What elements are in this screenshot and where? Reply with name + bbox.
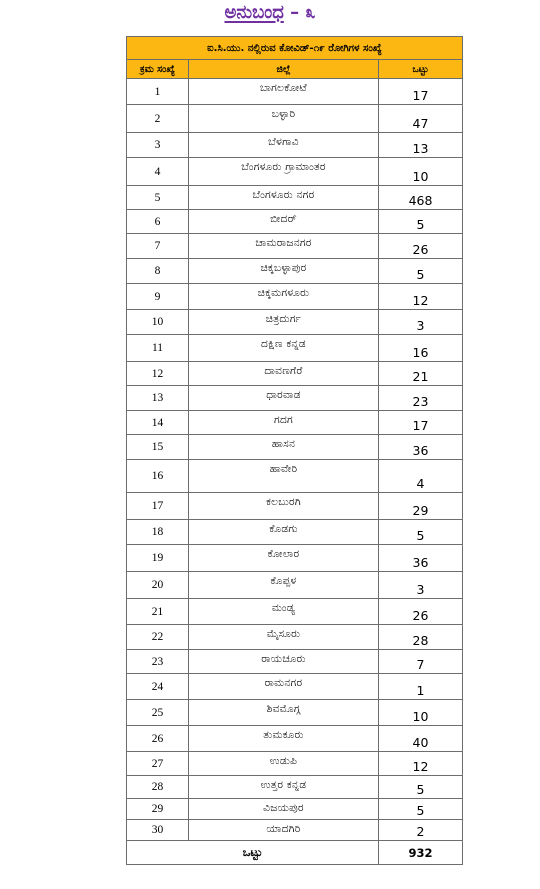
count-cell: 26 [379, 599, 463, 625]
total-row [127, 841, 463, 865]
district-cell: ಹಾಸನ [189, 435, 379, 460]
count-cell: 2 [379, 820, 463, 841]
table-header-row [127, 60, 463, 79]
title-number: ೩ [305, 2, 316, 23]
district-cell: ದಾವಣಗೆರೆ [189, 362, 379, 386]
serial-cell: 26 [127, 726, 189, 752]
count-cell: 1 [379, 674, 463, 700]
count-cell: 5 [379, 776, 463, 799]
serial-cell: 17 [127, 493, 189, 520]
serial-cell: 7 [127, 234, 189, 259]
table-caption: ಐ.ಸಿ.ಯು. ನಲ್ಲಿರುವ ಕೋವಿಡ್-೧೯ ರೋಗಿಗಳ ಸಂಖ್ಯೆ [127, 37, 463, 60]
table-row [127, 650, 463, 674]
serial-cell: 8 [127, 259, 189, 284]
count-cell: 40 [379, 726, 463, 752]
district-cell: ಚಿಕ್ಕಮಗಳೂರು [189, 284, 379, 310]
serial-cell: 18 [127, 520, 189, 545]
serial-cell: 4 [127, 158, 189, 186]
title-separator: – [290, 2, 300, 23]
district-cell: ದಕ್ಷಿಣ ಕನ್ನಡ [189, 335, 379, 362]
count-cell: 16 [379, 335, 463, 362]
district-cell: ಚಿತ್ರದುರ್ಗ [189, 310, 379, 335]
serial-cell: 13 [127, 386, 189, 411]
count-cell: 4 [379, 460, 463, 493]
district-cell: ಬೆಂಗಳೂರು ಗ್ರಾಮಾಂತರ [189, 158, 379, 186]
table-row [127, 572, 463, 599]
table-row [127, 776, 463, 799]
count-cell: 23 [379, 386, 463, 411]
header-total: ಒಟ್ಟು [379, 60, 463, 79]
district-cell: ಶಿವಮೊಗ್ಗ [189, 700, 379, 726]
count-cell: 36 [379, 435, 463, 460]
serial-cell: 6 [127, 210, 189, 234]
icu-patients-table [126, 36, 463, 865]
count-cell: 7 [379, 650, 463, 674]
serial-cell: 27 [127, 752, 189, 776]
serial-cell: 15 [127, 435, 189, 460]
annexure-title [0, 2, 540, 23]
count-cell: 10 [379, 700, 463, 726]
district-cell: ಬೆಂಗಳೂರು ನಗರ [189, 186, 379, 210]
table-row [127, 545, 463, 572]
serial-cell: 23 [127, 650, 189, 674]
serial-cell: 28 [127, 776, 189, 799]
table-row [127, 435, 463, 460]
count-cell: 468 [379, 186, 463, 210]
total-label: ಒಟ್ಟು [127, 841, 379, 865]
table-row [127, 726, 463, 752]
table-row [127, 599, 463, 625]
count-cell: 5 [379, 799, 463, 820]
table-row [127, 310, 463, 335]
serial-cell: 14 [127, 411, 189, 435]
table-row [127, 158, 463, 186]
header-district: ಜಿಲ್ಲೆ [189, 60, 379, 79]
district-cell: ರಾಯಚೂರು [189, 650, 379, 674]
table-row [127, 625, 463, 650]
table-row [127, 210, 463, 234]
district-cell: ಉಡುಪಿ [189, 752, 379, 776]
district-cell: ತುಮಕೂರು [189, 726, 379, 752]
table-row [127, 674, 463, 700]
district-cell: ಮೈಸೂರು [189, 625, 379, 650]
district-cell: ಕಲಬುರಗಿ [189, 493, 379, 520]
serial-cell: 20 [127, 572, 189, 599]
table-row [127, 799, 463, 820]
count-cell: 13 [379, 133, 463, 158]
count-cell: 12 [379, 284, 463, 310]
district-cell: ಚಾಮರಾಜನಗರ [189, 234, 379, 259]
serial-cell: 11 [127, 335, 189, 362]
count-cell: 17 [379, 411, 463, 435]
count-cell: 28 [379, 625, 463, 650]
table-row [127, 386, 463, 411]
district-cell: ಕೊಪ್ಪಳ [189, 572, 379, 599]
serial-cell: 21 [127, 599, 189, 625]
serial-cell: 2 [127, 105, 189, 133]
district-cell: ಬೀದರ್ [189, 210, 379, 234]
table-row [127, 820, 463, 841]
serial-cell: 24 [127, 674, 189, 700]
table-row [127, 259, 463, 284]
table-row [127, 133, 463, 158]
header-serial: ಕ್ರಮ ಸಂಖ್ಯೆ [127, 60, 189, 79]
table-row [127, 105, 463, 133]
district-cell: ಹಾವೇರಿ [189, 460, 379, 493]
count-cell: 21 [379, 362, 463, 386]
serial-cell: 25 [127, 700, 189, 726]
count-cell: 47 [379, 105, 463, 133]
count-cell: 5 [379, 520, 463, 545]
table-row [127, 460, 463, 493]
table-caption-row [127, 37, 463, 60]
serial-cell: 3 [127, 133, 189, 158]
district-cell: ಕೊಡಗು [189, 520, 379, 545]
district-cell: ಬಾಗಲಕೋಟೆ [189, 79, 379, 105]
serial-cell: 29 [127, 799, 189, 820]
table-row [127, 362, 463, 386]
table-row [127, 186, 463, 210]
table-row [127, 335, 463, 362]
count-cell: 29 [379, 493, 463, 520]
count-cell: 5 [379, 259, 463, 284]
table-row [127, 79, 463, 105]
district-cell: ಕೋಲಾರ [189, 545, 379, 572]
district-cell: ರಾಮನಗರ [189, 674, 379, 700]
table-row [127, 411, 463, 435]
district-cell: ಉತ್ತರ ಕನ್ನಡ [189, 776, 379, 799]
district-cell: ಗದಗ [189, 411, 379, 435]
count-cell: 12 [379, 752, 463, 776]
district-cell: ಬಳ್ಳಾರಿ [189, 105, 379, 133]
serial-cell: 9 [127, 284, 189, 310]
district-cell: ಯಾದಗಿರಿ [189, 820, 379, 841]
district-cell: ಚಿಕ್ಕಬಳ್ಳಾಪುರ [189, 259, 379, 284]
table-row [127, 493, 463, 520]
serial-cell: 1 [127, 79, 189, 105]
serial-cell: 22 [127, 625, 189, 650]
count-cell: 10 [379, 158, 463, 186]
total-value: 932 [379, 841, 463, 865]
table-row [127, 700, 463, 726]
table-row [127, 752, 463, 776]
district-cell: ವಿಜಯಪುರ [189, 799, 379, 820]
table-row [127, 284, 463, 310]
table-row [127, 520, 463, 545]
district-cell: ಧಾರವಾಡ [189, 386, 379, 411]
district-cell: ಮಂಡ್ಯ [189, 599, 379, 625]
serial-cell: 30 [127, 820, 189, 841]
count-cell: 17 [379, 79, 463, 105]
table-row [127, 234, 463, 259]
count-cell: 3 [379, 572, 463, 599]
serial-cell: 19 [127, 545, 189, 572]
district-cell: ಬೆಳಗಾವಿ [189, 133, 379, 158]
serial-cell: 5 [127, 186, 189, 210]
count-cell: 5 [379, 210, 463, 234]
count-cell: 3 [379, 310, 463, 335]
title-text: ಅನುಬಂಧ [224, 2, 284, 23]
serial-cell: 12 [127, 362, 189, 386]
serial-cell: 16 [127, 460, 189, 493]
count-cell: 26 [379, 234, 463, 259]
serial-cell: 10 [127, 310, 189, 335]
count-cell: 36 [379, 545, 463, 572]
